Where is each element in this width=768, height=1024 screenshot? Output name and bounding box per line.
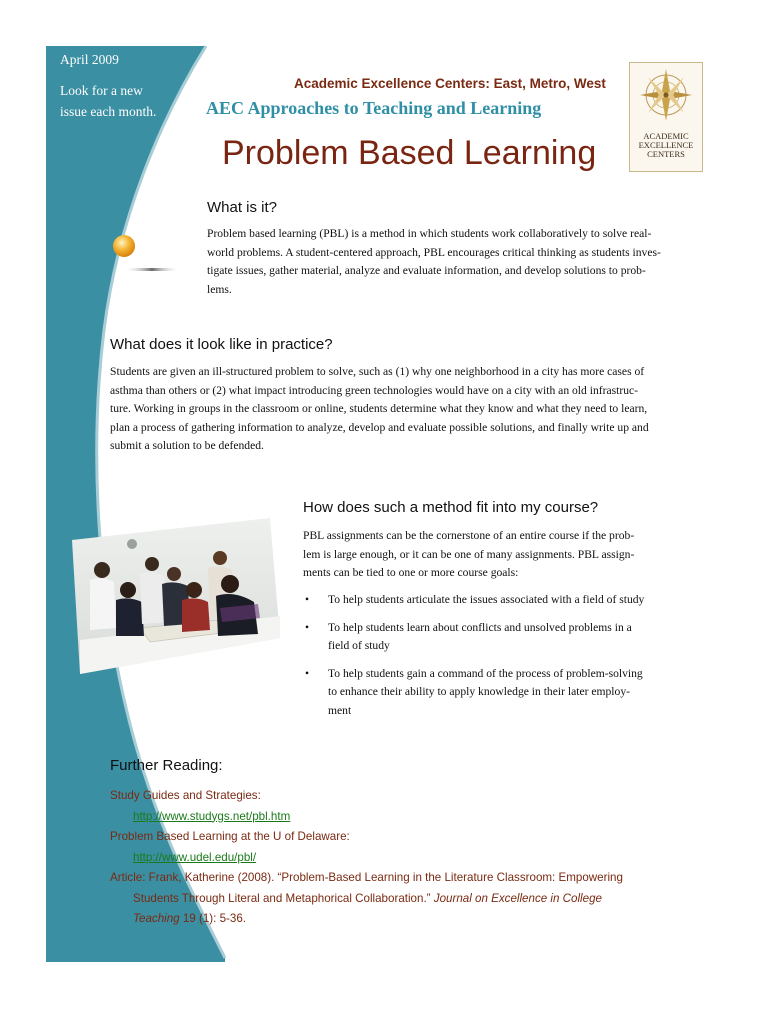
practice-line: plan a process of gathering information to analyze, develop and evaluate possible solutions, and finally write up and [110,420,649,434]
course-goals-list [303,591,723,729]
aec-logo [629,62,703,172]
bullet-icon: • [305,620,310,634]
students-photo [70,518,282,676]
practice-line: submit a solution to be defended. [110,439,264,452]
what-line: Problem based learning (PBL) is a method in which students work collaboratively to solve real- [207,227,652,240]
logo-line-2: EXCELLENCE [638,140,694,150]
logo-line-1: ACADEMIC [643,131,689,141]
further-reading-heading: Further Reading: [110,757,223,774]
bullet-line: To help students articulate the issues associated with a field of study [328,593,645,606]
logo-line-3: CENTERS [647,149,685,159]
course-line: lem is large enough, or it can be one of many assignments. PBL assign- [303,547,635,561]
practice-line: Students are given an ill-structured problem to solve, such as (1) why one neighborhood in a city has more cases of [110,365,645,378]
course-line: ments can be tied to one or more course goals: [303,566,519,579]
udel-link[interactable]: http://www.udel.edu/pbl/ [133,850,257,864]
course-body [303,527,723,583]
what-body [207,225,717,299]
practice-line: asthma than others or (2) what impact introducing green technologies would have on a city with an old infrastruc- [110,383,639,397]
article-citation: 19 (1): 5-36. [179,912,247,925]
article-line-2-text: Students Through Literal and Metaphorical Collaboration.” [133,891,434,905]
article-line-3 [110,909,670,930]
practice-line: ture. Working in groups in the classroom or online, students determine what they know and what they need to learn, [110,402,648,415]
further-reading-list [110,786,670,930]
issue-date: April 2009 [60,52,119,67]
bullet-line: field of study [328,639,390,652]
bullet-line: To help students learn about conflicts and unsolved problems in a [328,620,632,634]
practice-body [110,363,720,456]
what-line: lems. [207,282,232,296]
list-item [303,665,723,721]
bullet-icon: • [305,593,310,606]
what-line: tigate issues, gather material, analyze and evaluate information, and develop solutions to prob- [207,264,646,277]
studygs-link[interactable]: http://www.studygs.net/pbl.htm [133,809,291,823]
course-heading: How does such a method fit into my course? [303,499,599,516]
orb-decoration-icon [110,232,182,276]
compass-rose-icon [630,63,702,127]
issue-note: Look for a new issue each month. [60,83,157,119]
article-line-2 [110,889,670,910]
reference-label: Study Guides and Strategies: [110,789,261,802]
course-line: PBL assignments can be the cornerstone of an entire course if the prob- [303,529,635,542]
reference-label: Problem Based Learning at the U of Delaware: [110,830,350,843]
bullet-line: to enhance their ability to apply knowledge in their later employ- [328,685,630,698]
journal-title-end: Teaching [133,912,180,925]
practice-heading: What does it look like in practice? [110,336,333,353]
article-line-1: Article: Frank, Katherine (2008). “Problem-Based Learning in the Literature Classroom: Empowering [110,871,623,884]
list-item [303,591,723,610]
what-heading: What is it? [207,199,278,216]
bullet-icon: • [305,666,310,680]
page-title: Problem Based Learning [222,134,597,172]
centers-line: Academic Excellence Centers: East, Metro, West [294,76,606,91]
series-title: AEC Approaches to Teaching and Learning [206,98,542,118]
journal-title: Journal on Excellence in College [433,891,602,905]
what-line: world problems. A student-centered approach, PBL encourages critical thinking as students inves- [207,245,661,259]
bullet-line: ment [328,703,352,717]
list-item [303,619,723,656]
bullet-line: To help students gain a command of the process of problem-solving [328,666,643,680]
